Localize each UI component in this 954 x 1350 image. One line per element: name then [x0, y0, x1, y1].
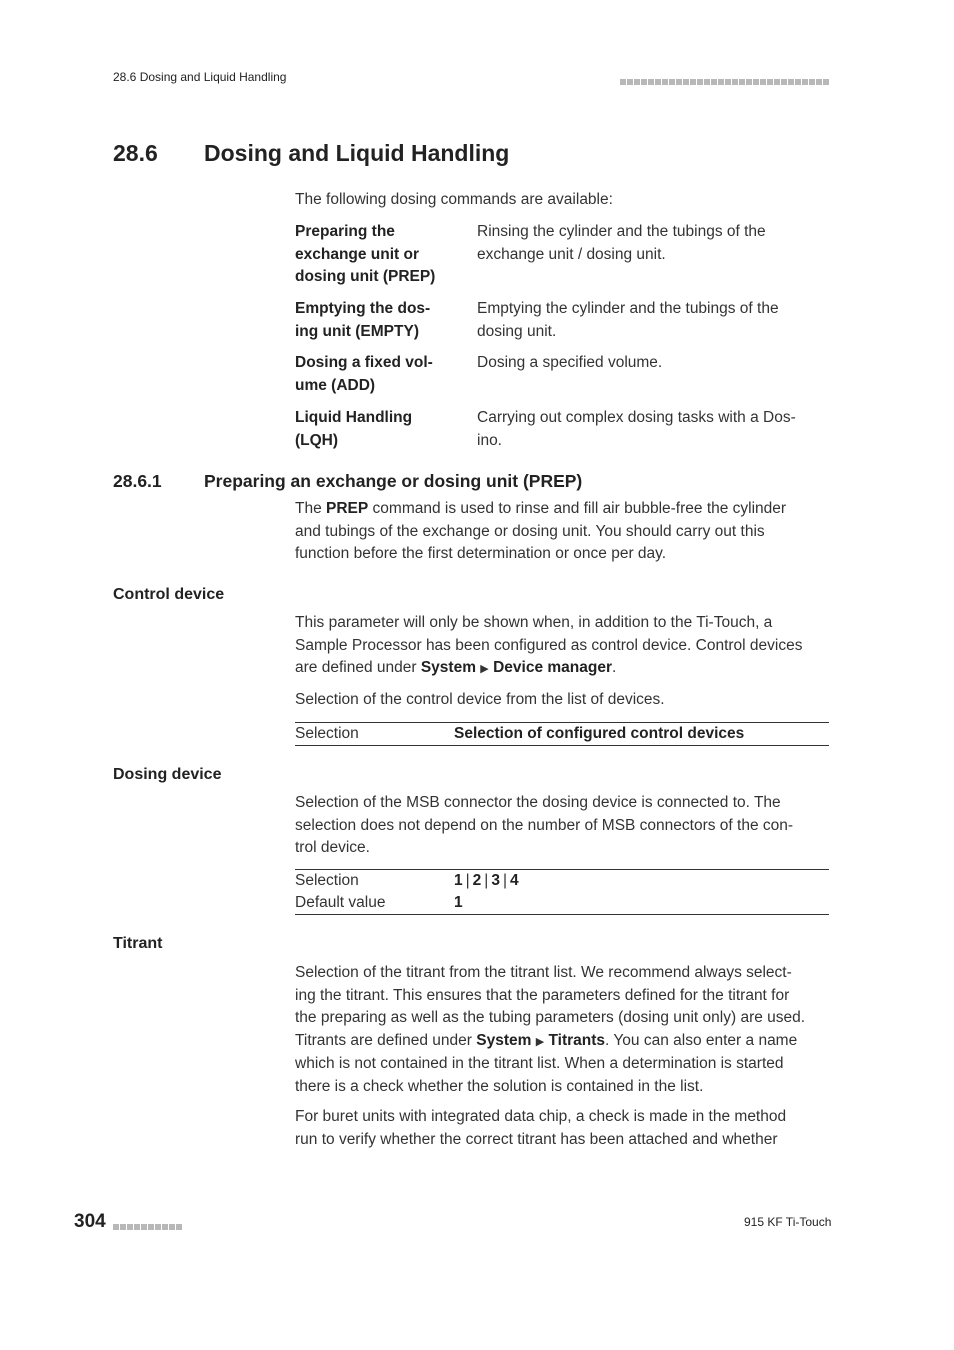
running-header: 28.6 Dosing and Liquid Handling [113, 70, 287, 84]
titrant-buret-text: For buret units with integrated data chip, a check is made in the method run to verify whether the correct titrant has been attached and whether [295, 1108, 787, 1148]
product-name: 915 KF Ti-Touch [744, 1215, 832, 1229]
dosing-device-table [295, 869, 829, 915]
command-desc-empty: Emptying the cylinder and the tubings of the dosing unit. [477, 300, 779, 340]
table-row: Selection 1 | 2 | 3 | 4 [295, 870, 829, 892]
command-term-prep: Preparing the exchange unit or dosing unit (PREP) [295, 223, 436, 285]
command-desc-lqh: Carrying out complex dosing tasks with a Dos- ino. [477, 409, 796, 449]
table-row: Default value 1 [295, 894, 463, 911]
intro-text: The following dosing commands are available: [295, 191, 613, 208]
command-desc-add: Dosing a specified volume. [477, 354, 663, 371]
header-decoration-dots [620, 73, 830, 91]
subsection-heading [113, 471, 582, 492]
subsection-number: 28.6.1 [113, 471, 162, 491]
control-device-text: This parameter will only be shown when, in addition to the Ti-Touch, a Sample Processor has been configured as control device. Control devices are defined under System ▶ Device manager. [295, 614, 803, 676]
footer-decoration-dots [113, 1218, 183, 1236]
command-desc-prep: Rinsing the cylinder and the tubings of the exchange unit / dosing unit. [477, 223, 766, 263]
command-term-empty: Emptying the dos- ing unit (EMPTY) [295, 300, 431, 340]
titrant-label: Titrant [113, 935, 163, 952]
control-device-table [295, 722, 829, 746]
section-number: 28.6 [113, 140, 158, 166]
control-device-selection-text: Selection of the control device from the list of devices. [295, 691, 665, 708]
prep-description: The PREP command is used to rinse and fill air bubble-free the cylinder and tubings of the exchange or dosing unit. You should carry out this function before the first determination or once per day. [295, 500, 787, 562]
command-term-add: Dosing a fixed vol- ume (ADD) [295, 354, 433, 394]
table-row: Selection Selection of configured control devices [295, 725, 745, 742]
control-device-label: Control device [113, 586, 225, 603]
dosing-device-label: Dosing device [113, 766, 222, 783]
section-title: Dosing and Liquid Handling [204, 140, 510, 166]
dosing-device-text: Selection of the MSB connector the dosing device is connected to. The selection does not depend on the number of MSB connectors of the con- trol device. [295, 794, 794, 856]
titrant-text: Selection of the titrant from the titrant list. We recommend always select- ing the titrant. This ensures that the parameters defined for the titrant for the preparing as well as the tubing parameters (dosing unit only) are used. Titrants are defined under System ▶ Titrants. You can also enter a name which is not contained in the titrant list. When a determination is started there is a check whether the solution is contained in the list. [295, 964, 806, 1095]
subsection-title: Preparing an exchange or dosing unit (PREP) [204, 471, 583, 491]
menu-path-arrow-icon: ▶ [535, 1035, 545, 1048]
menu-path-arrow-icon: ▶ [480, 663, 489, 675]
command-term-lqh: Liquid Handling (LQH) [295, 409, 413, 449]
page-number: 304 [74, 1211, 106, 1232]
page-title [113, 140, 509, 167]
selection-values: 1 | 2 | 3 | 4 [454, 872, 519, 889]
